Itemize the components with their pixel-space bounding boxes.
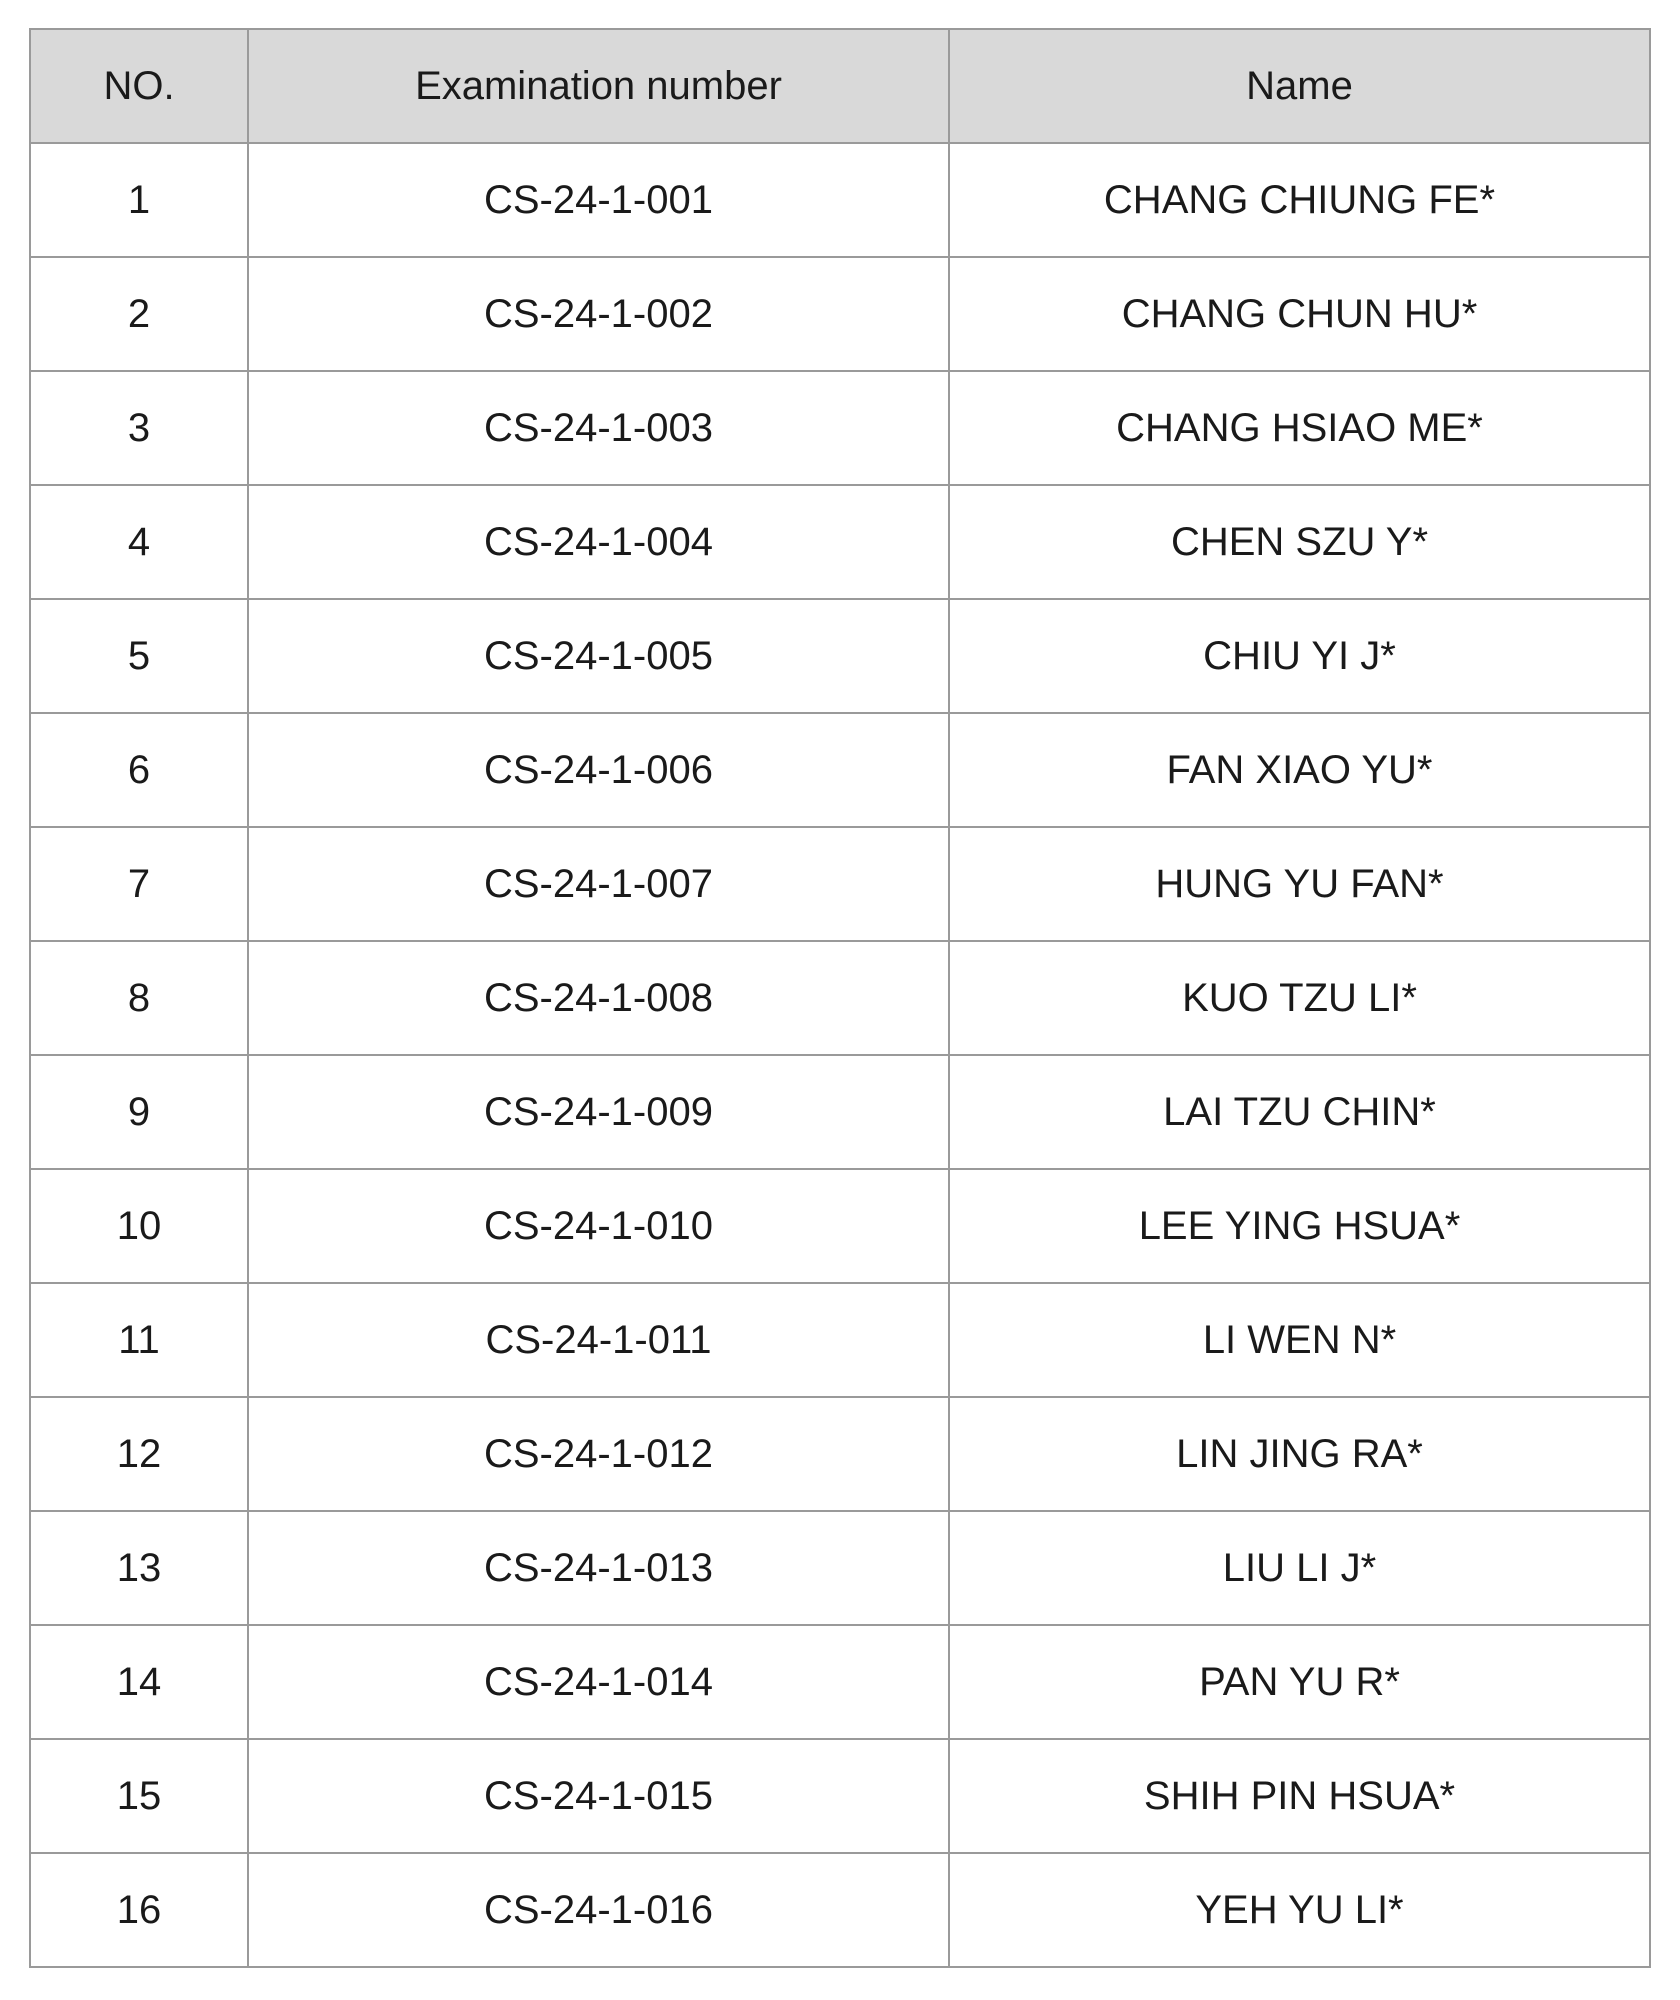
cell-examination-number: CS-24-1-001 [248, 143, 949, 257]
cell-no: 7 [30, 827, 248, 941]
cell-name: LI WEN N* [949, 1283, 1650, 1397]
cell-examination-number: CS-24-1-007 [248, 827, 949, 941]
cell-name: CHANG CHIUNG FE* [949, 143, 1650, 257]
table-row [30, 1739, 1650, 1853]
cell-examination-number: CS-24-1-010 [248, 1169, 949, 1283]
cell-name: CHANG CHUN HU* [949, 257, 1650, 371]
cell-examination-number: CS-24-1-013 [248, 1511, 949, 1625]
column-header-examination-number: Examination number [248, 29, 949, 143]
cell-no: 5 [30, 599, 248, 713]
table-row [30, 1625, 1650, 1739]
cell-name: LAI TZU CHIN* [949, 1055, 1650, 1169]
column-header-name: Name [949, 29, 1650, 143]
cell-name: CHANG HSIAO ME* [949, 371, 1650, 485]
cell-examination-number: CS-24-1-004 [248, 485, 949, 599]
cell-examination-number: CS-24-1-003 [248, 371, 949, 485]
cell-no: 9 [30, 1055, 248, 1169]
cell-no: 6 [30, 713, 248, 827]
cell-no: 16 [30, 1853, 248, 1967]
table-row [30, 257, 1650, 371]
cell-name: YEH YU LI* [949, 1853, 1650, 1967]
cell-name: CHIU YI J* [949, 599, 1650, 713]
cell-no: 12 [30, 1397, 248, 1511]
exam-roster-table-container [29, 28, 1649, 1968]
cell-examination-number: CS-24-1-014 [248, 1625, 949, 1739]
cell-no: 1 [30, 143, 248, 257]
cell-examination-number: CS-24-1-005 [248, 599, 949, 713]
cell-examination-number: CS-24-1-008 [248, 941, 949, 1055]
exam-roster-table [29, 28, 1651, 1968]
cell-no: 2 [30, 257, 248, 371]
cell-no: 15 [30, 1739, 248, 1853]
cell-name: LIN JING RA* [949, 1397, 1650, 1511]
table-body [30, 143, 1650, 1967]
cell-no: 8 [30, 941, 248, 1055]
cell-no: 14 [30, 1625, 248, 1739]
table-header [30, 29, 1650, 143]
cell-name: SHIH PIN HSUA* [949, 1739, 1650, 1853]
cell-no: 10 [30, 1169, 248, 1283]
cell-examination-number: CS-24-1-009 [248, 1055, 949, 1169]
table-row [30, 713, 1650, 827]
cell-name: FAN XIAO YU* [949, 713, 1650, 827]
cell-name: LIU LI J* [949, 1511, 1650, 1625]
table-row [30, 1055, 1650, 1169]
cell-name: PAN YU R* [949, 1625, 1650, 1739]
table-row [30, 1511, 1650, 1625]
cell-examination-number: CS-24-1-006 [248, 713, 949, 827]
table-row [30, 941, 1650, 1055]
cell-name: KUO TZU LI* [949, 941, 1650, 1055]
table-row [30, 1169, 1650, 1283]
cell-no: 3 [30, 371, 248, 485]
cell-name: HUNG YU FAN* [949, 827, 1650, 941]
table-row [30, 371, 1650, 485]
cell-examination-number: CS-24-1-016 [248, 1853, 949, 1967]
cell-name: CHEN SZU Y* [949, 485, 1650, 599]
cell-examination-number: CS-24-1-012 [248, 1397, 949, 1511]
cell-no: 4 [30, 485, 248, 599]
column-header-no: NO. [30, 29, 248, 143]
cell-examination-number: CS-24-1-015 [248, 1739, 949, 1853]
cell-examination-number: CS-24-1-011 [248, 1283, 949, 1397]
cell-no: 11 [30, 1283, 248, 1397]
table-row [30, 1397, 1650, 1511]
header-row [30, 29, 1650, 143]
cell-no: 13 [30, 1511, 248, 1625]
table-row [30, 1853, 1650, 1967]
table-row [30, 485, 1650, 599]
table-row [30, 827, 1650, 941]
table-row [30, 599, 1650, 713]
table-row [30, 143, 1650, 257]
table-row [30, 1283, 1650, 1397]
cell-name: LEE YING HSUA* [949, 1169, 1650, 1283]
cell-examination-number: CS-24-1-002 [248, 257, 949, 371]
